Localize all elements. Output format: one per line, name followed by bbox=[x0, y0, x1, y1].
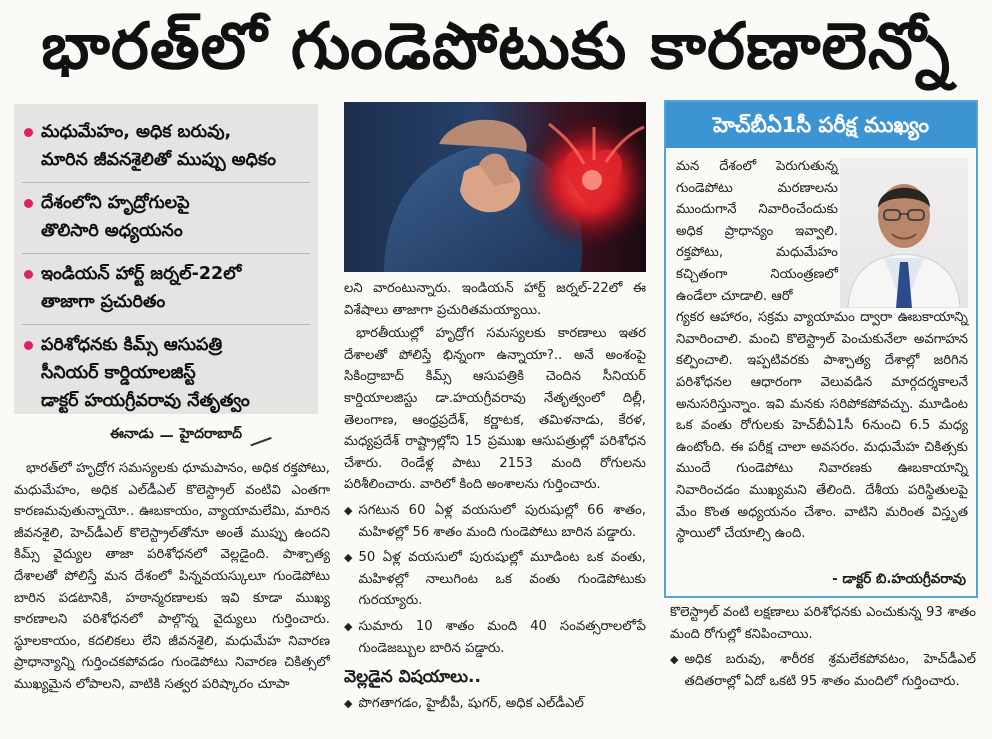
highlight-text: ఇండియన్ హార్ట్ జర్నల్-22లో తాజాగా ప్రచురితం bbox=[41, 264, 242, 312]
article-paragraph: భారత్‌లో హృద్రోగ సమస్యలకు ధూమపానం, అధిక రక్తపోటు, మధుమేహం, అధిక ఎల్‌డీఎల్ కొలెస్ట్రాల్ వంటివి ఎంతగా కారణమవుతున్నాయో.. ఊబకాయం, వ్యాయామలేమి, మారిన జీవనశైలి, హెచ్‌డీఎల్ కొలెస్ట్రాల్‌తోనూ అంతే ముప్పు ఉందని కిమ్స్ వైద్యుల తాజా పరిశోధనలో వెల్లడైంది. పాశ్చాత్య దేశాలతో పోలిస్తే మన దేశంలో పిన్నవయస్కులూ గుండెపోటు బారిన పడటానికి, హఠాన్మరణాలకు ఇవి కూడా ముఖ్య కారణాలని పరిశోధనలో పాల్గొన్న వైద్యులు గుర్తించారు. స్థూలకాయం, కదలికలు లేని జీవనశైలి, మధుమేహ నివారణ ప్రాధాన్యాన్ని గుర్తించకపోవడం గుండెపోటు నివారణ చికిత్సలో ముఖ్యమైన లోపాలని, వాటికి సత్వర పరిష్కారం చూపా bbox=[14, 461, 330, 692]
article-paragraph: లని వారంటున్నారు. ఇండియన్ హార్ట్ జర్నల్-22లో ఈ విశేషాలు తాజాగా ప్రచురితమయ్యాయి. bbox=[344, 281, 646, 318]
highlight-item bbox=[22, 112, 310, 183]
highlight-text: పరిశోధనకు కిమ్స్ ఆసుపత్రి సీనియర్ కార్డియాలజిస్ట్ డాక్టర్ హయగ్రీవరావు నేతృత్వం bbox=[41, 335, 250, 411]
article-column-1 bbox=[14, 458, 330, 736]
highlight-item bbox=[22, 254, 310, 325]
section-subheading: వెల్లడైన విషయాలు.. bbox=[344, 667, 481, 688]
dateline-separator: — bbox=[159, 427, 174, 444]
heart-illustration bbox=[344, 102, 646, 272]
interview-sidebar bbox=[664, 100, 978, 598]
article-column-2 bbox=[344, 278, 646, 739]
list-item bbox=[344, 547, 646, 612]
findings-list bbox=[344, 500, 646, 659]
list-item bbox=[344, 693, 646, 715]
findings-list-2 bbox=[670, 649, 976, 692]
article-paragraph: కొలెస్ట్రాల్ వంటి లక్షణాలు పరిశోధనకు ఎంచుకున్న 93 శాతం మంది రోగుల్లో కనిపించాయి. bbox=[670, 605, 976, 642]
bullet-dot-icon bbox=[24, 270, 33, 279]
article-column-3 bbox=[670, 602, 976, 739]
revealed-list bbox=[344, 693, 646, 715]
bullet-dot-icon bbox=[24, 341, 33, 350]
list-item-text: సుమారు 10 శాతం మంది 40 సంవత్సరాలలోపే గుండెజబ్బుల బారిన పడ్డారు. bbox=[358, 618, 646, 656]
bullet-dot-icon bbox=[24, 128, 33, 137]
bullet-dot-icon bbox=[24, 199, 33, 208]
pen-icon bbox=[246, 425, 271, 446]
dateline bbox=[110, 426, 270, 445]
article-paragraph: భారతీయుల్లో హృద్రోగ సమస్యలకు కారణాలు ఇతర దేశాలతో పోలిస్తే భిన్నంగా ఉన్నాయా?.. అనే అంశంపై సికింద్రాబాద్ కిమ్స్ ఆసుపత్రికి చెందిన సీనియర్ కార్డియాలజిస్టు డా.హయగ్రీవరావు నేతృత్వంలో దిల్లీ, తెలంగాణ, ఆంధ్రప్రదేశ్, కర్ణాటక, తమిళనాడు, కేరళ, మధ్యప్రదేశ్ రాష్ట్రాల్లోని 15 ప్రముఖ ఆసుపత్రుల్లో పరిశోధన చేశారు. రెండేళ్ల పాటు 2153 మంది రోగులను పరిశీలించారు. వారిలో కింది అంశాలను గుర్తించారు. bbox=[344, 326, 646, 493]
diamond-bullet-icon: ◆ bbox=[344, 551, 353, 565]
dateline-city: హైదరాబాద్ bbox=[179, 426, 243, 442]
list-item-text: పొగతాగడం, హైబీపీ, షుగర్, అధిక ఎల్‌డీఎల్ bbox=[358, 695, 584, 711]
list-item bbox=[670, 649, 976, 692]
sidebar-text-wide: గ్యకర ఆహారం, సక్రమ వ్యాయామం ద్వారా ఊబకాయాన్ని నివారించాలి. మంచి కొలెస్ట్రాల్ పెంచుకునేలా అవగాహన కల్పించాలి. ఇప్పటివరకు పాశ్చాత్య దేశాల్లో జరిగిన పరిశోధనల ఆధారంగా వెలువడిన మార్గదర్శకాలనే అనుసరిస్తున్నాం. ఇవి మనకు సరిపోకపోవచ్చు. మూడింట ఒక వంతు రోగులకు హెచ్‌బీఏ1సీ 6నుంచి 6.5 మధ్య ఉంటోంది. ఈ పరీక్ష చాలా అవసరం. మధుమేహ చికిత్సకు ముందే గుండెపోటు నివారణకు ఊబకాయాన్ని నివారించడం ముఖ్యమని తేలింది. దేశీయ పరిస్థితులపై మేం కొంత అధ్యయనం చేశాం. వాటిని మరింత విస్తృత స్థాయిలో చేయాల్సి ఉంది. bbox=[676, 310, 968, 542]
sidebar-text-narrow: మన దేశంలో పెరుగుతున్న గుండెపోటు మరణాలను ముందుగానే నివారించేందుకు అధిక ప్రాధాన్యం ఇవ్వాలి. రక్తపోటు, మధుమేహం కచ్చితంగా నియంత్రణలో ఉండేలా చూడాలి. ఆరో bbox=[676, 159, 838, 304]
heart-attack-photo bbox=[344, 102, 646, 272]
sidebar-body bbox=[676, 156, 968, 545]
diamond-bullet-icon: ◆ bbox=[344, 619, 353, 633]
list-item bbox=[344, 616, 646, 659]
sidebar-signature: - డాక్టర్ బి.హయగ్రీవరావు bbox=[832, 571, 966, 587]
highlights-box bbox=[14, 104, 318, 414]
diamond-bullet-icon: ◆ bbox=[344, 503, 353, 517]
list-item-text: 50 ఏళ్ల వయసులో పురుషుల్లో మూడింట ఒక వంతు, మహిళల్లో నాలుగింట ఒక వంతు గుండెపోటుకు గురయ్యారు. bbox=[358, 550, 646, 609]
highlight-text: దేశంలోని హృద్రోగులపై తొలిసారి అధ్యయనం bbox=[41, 193, 190, 241]
highlight-item bbox=[22, 325, 310, 423]
highlight-item bbox=[22, 183, 310, 254]
diamond-bullet-icon: ◆ bbox=[344, 696, 353, 710]
highlight-text: మధుమేహం, అధిక బరువు, మారిన జీవనశైలితో ముప్పు అధికం bbox=[41, 122, 277, 170]
list-item-text: సగటున 60 ఏళ్ల వయసులో పురుషుల్లో 66 శాతం, మహిళల్లో 56 శాతం మంది గుండెపోటు బారిన పడ్డారు. bbox=[358, 502, 646, 540]
list-item bbox=[344, 500, 646, 543]
diamond-bullet-icon: ◆ bbox=[670, 653, 679, 667]
headline: భారత్‌లో గుండెపోటుకు కారణాలెన్నో bbox=[41, 10, 951, 84]
sidebar-banner: హెచ్‌బీఏ1సీ పరీక్ష ముఖ్యం bbox=[666, 102, 976, 148]
list-item-text: అధిక బరువు, శారీరక శ్రమలేకపోవటం, హెచ్‌డీఎల్ తదితరాల్లో ఏదో ఒకటి 95 శాతం మందిలో గుర్తించారు. bbox=[684, 652, 976, 689]
dateline-source: ఈనాడు bbox=[110, 426, 154, 442]
